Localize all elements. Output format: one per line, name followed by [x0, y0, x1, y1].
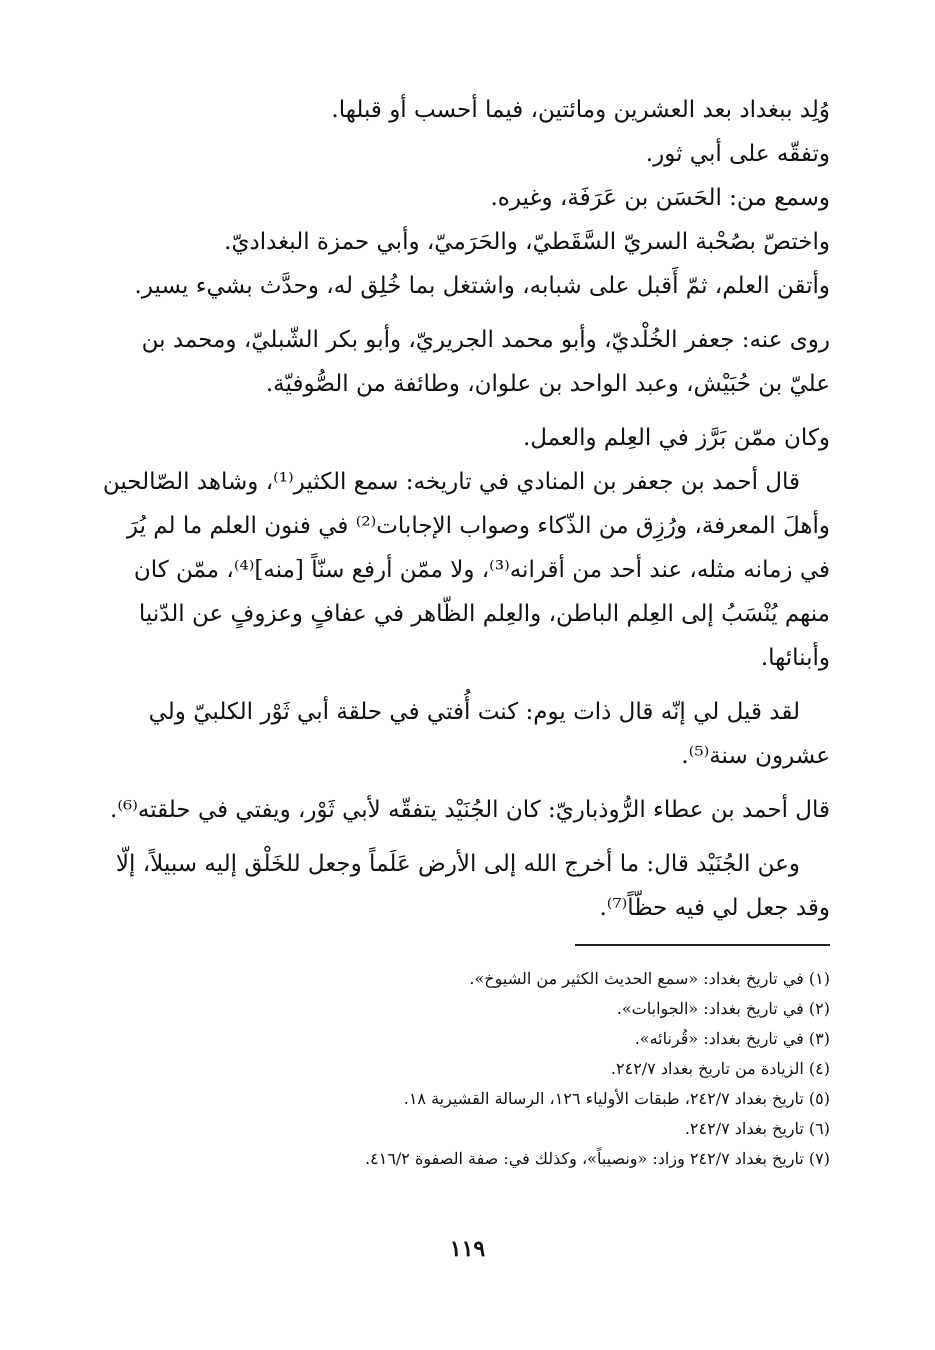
paragraph-companionship: واختصّ بصُحْبة السريّ السَّقَطيّ، والحَرَميّ، وأبي حمزة البغداديّ.	[224, 229, 830, 255]
paragraph-fiqh: وتفقّه على أبي ثور.	[645, 141, 830, 167]
spacer	[100, 778, 830, 788]
spacer	[100, 832, 830, 842]
footnotes	[100, 964, 830, 1174]
footnote-item: (٣) في تاريخ بغداد: «قُرنائه».	[634, 1029, 830, 1048]
footnote-item: (٢) في تاريخ بغداد: «الجوابات».	[616, 999, 830, 1018]
paragraph-mastery: وأتقن العلم، ثمّ أَقبل على شبابه، واشتغل بما خُلِق له، وحدَّث بشيء يسير.	[134, 273, 830, 299]
paragraph-fatwa: لقد قيل لي إنّه قال ذات يوم: كنت أُفتي في حلقة أبي ثَوْر الكلبيّ ولي عشرون سنة⁽⁵⁾.	[148, 699, 830, 769]
paragraph-birth: وُلِد ببغداد بعد العشرين ومائتين، فيما أحسب أو قبلها.	[331, 97, 830, 123]
paragraph-junayd-quote: وعن الجُنَيْد قال: ما أخرج الله إلى الأرض عَلَماً وجعل للخَلْق إليه سبيلاً، إلّا وقد جعل لي فيه حظّاً⁽⁷⁾.	[115, 851, 830, 921]
footnote-item: (٥) تاريخ بغداد ٢٤٢/٧، طبقات الأولياء ١٢٦، الرسالة القشيرية ١٨.	[403, 1089, 830, 1108]
page-body	[100, 88, 830, 1174]
paragraph-heard-from: وسمع من: الحَسَن بن عَرَفَة، وغيره.	[490, 185, 830, 211]
spacer	[100, 680, 830, 690]
footnote-divider	[575, 944, 830, 946]
spacer	[100, 308, 830, 318]
main-text	[100, 88, 830, 930]
paragraph-excellence: وكان ممّن بَرَّز في العِلم والعمل.	[522, 425, 830, 451]
footnote-item: (٤) الزيادة من تاريخ بغداد ٢٤٢/٧.	[610, 1059, 830, 1078]
footnote-item: (٧) تاريخ بغداد ٢٤٢/٧ وزاد: «ونصيباً»، وكذلك في: صفة الصفوة ٤١٦/٢.	[365, 1149, 830, 1168]
paragraph-rudhbari: قال أحمد بن عطاء الرُّوذباريّ: كان الجُنَيْد يتفقّه لأبي ثَوْر، ويفتي في حلقته⁽⁶⁾.	[110, 797, 830, 823]
paragraph-ibn-munadi: قال أحمد بن جعفر بن المنادي في تاريخه: سمع الكثير⁽¹⁾، وشاهد الصّالحين وأهلَ المعرفة، ورُزِق من الذّكاء وصواب الإجابات⁽²⁾ في فنون العلم ما لم يُرَ في زمانه مثله، عند أحد من أقرانه⁽³⁾، ولا ممّن أرفع سنّاً [منه]⁽⁴⁾، ممّن كان منهم يُنْسَبُ إلى العِلم الباطن، والعِلم الظّاهر في عفافٍ وعزوفٍ عن الدّنيا وأبنائها.	[102, 469, 830, 671]
paragraph-narrators: روى عنه: جعفر الخُلْديّ، وأبو محمد الجريريّ، وأبو بكر الشّبليّ، ومحمد بن عليّ بن حُبَيْش، وعبد الواحد بن علوان، وطائفة من الصُّوفيّة.	[141, 327, 830, 397]
footnote-item: (١) في تاريخ بغداد: «سمع الحديث الكثير من الشيوخ».	[469, 969, 830, 988]
page-number: ١١٩	[449, 1236, 486, 1262]
footnote-item: (٦) تاريخ بغداد ٢٤٢/٧.	[684, 1119, 830, 1138]
spacer	[100, 406, 830, 416]
